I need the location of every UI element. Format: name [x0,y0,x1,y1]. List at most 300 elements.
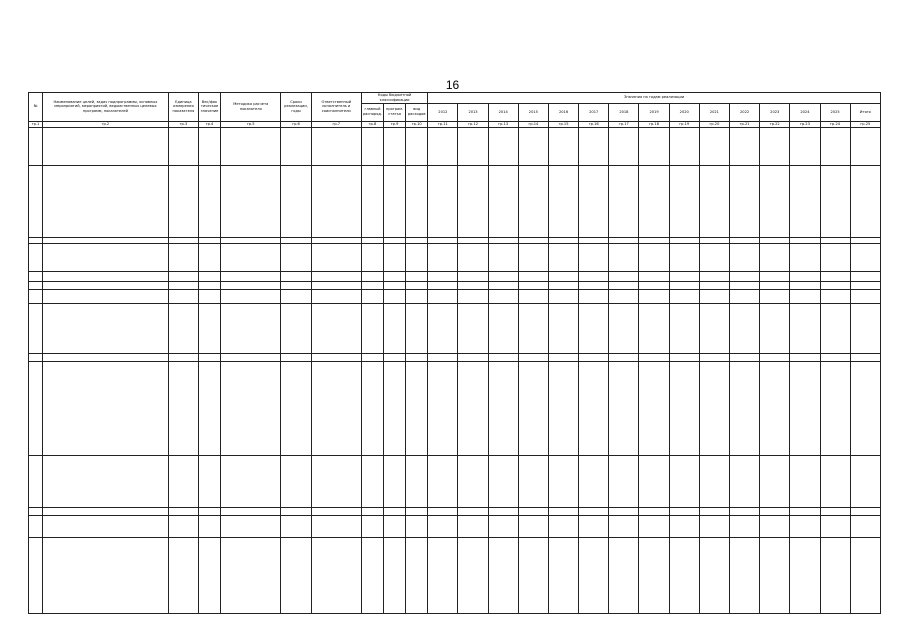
table-cell [361,361,383,455]
header-year: 2017 [579,103,609,121]
table-cell [168,127,198,165]
table-cell [428,507,458,515]
table-cell [790,243,820,271]
table-cell [669,165,699,237]
table-cell [699,455,729,507]
table-cell [406,165,428,237]
table-cell [548,303,578,353]
table-cell [198,353,220,361]
table-cell [609,127,639,165]
table-cell [609,165,639,237]
table-cell [29,271,43,281]
table-cell [168,515,198,537]
table-cell [760,243,790,271]
table-cell [639,281,669,289]
table-row [29,165,881,237]
table-cell [760,537,790,613]
table-cell [548,165,578,237]
table-cell [669,289,699,303]
table-cell [850,353,880,361]
table-cell [29,289,43,303]
table-cell [669,353,699,361]
page-number: 16 [445,78,460,92]
table-cell [43,243,169,271]
header-year: 2023 [760,103,790,121]
table-cell [458,537,488,613]
table-cell [384,361,406,455]
table-cell [29,127,43,165]
header-weight: Вес/фак тическое значение [198,93,220,122]
table-cell [699,165,729,237]
table-cell [458,165,488,237]
table-cell [850,515,880,537]
table-cell [579,127,609,165]
table-cell [820,537,850,613]
header-year: 2013 [458,103,488,121]
table-cell [548,537,578,613]
table-cell [384,303,406,353]
table-cell [669,127,699,165]
header-year: 2024 [790,103,820,121]
table-cell [43,165,169,237]
table-cell [29,515,43,537]
table-cell [384,455,406,507]
table-cell [29,361,43,455]
table-cell [639,303,669,353]
column-number-cell: гр.1 [29,121,43,127]
column-number-cell: гр.6 [281,121,311,127]
table-cell [518,537,548,613]
table-cell [168,537,198,613]
table-cell [428,455,458,507]
table-cell [311,127,361,165]
column-number-cell: гр.9 [384,121,406,127]
table-cell [311,455,361,507]
table-cell [29,507,43,515]
column-number-cell: гр.21 [730,121,760,127]
table-cell [699,271,729,281]
table-cell [29,537,43,613]
table-cell [458,271,488,281]
header-year: 2016 [548,103,578,121]
table-cell [548,515,578,537]
table-cell [384,353,406,361]
column-number-cell: гр.13 [488,121,518,127]
column-number-cell: гр.23 [790,121,820,127]
table-cell [699,281,729,289]
table-cell [639,271,669,281]
table-cell [669,515,699,537]
table-cell [361,289,383,303]
table-cell [428,243,458,271]
table-cell [699,515,729,537]
table-cell [820,361,850,455]
column-number-cell: гр.4 [198,121,220,127]
column-number-cell: гр.5 [221,121,281,127]
table-cell [221,507,281,515]
table-cell [639,361,669,455]
table-cell [311,303,361,353]
table-cell [820,507,850,515]
table-cell [428,361,458,455]
table-cell [609,271,639,281]
table-cell [850,165,880,237]
table-cell [820,281,850,289]
table-cell [281,281,311,289]
table-cell [311,165,361,237]
table-cell [221,289,281,303]
table-cell [406,127,428,165]
table-cell [609,455,639,507]
table-cell [384,243,406,271]
table-cell [361,165,383,237]
table-cell [168,165,198,237]
table-cell [518,361,548,455]
table-cell [43,303,169,353]
table-cell [384,127,406,165]
table-cell [198,303,220,353]
table-cell [428,353,458,361]
table-cell [406,281,428,289]
table-cell [406,361,428,455]
table-cell [518,165,548,237]
column-number-cell: гр.15 [548,121,578,127]
table-cell [221,271,281,281]
table-cell [548,361,578,455]
table-cell [221,537,281,613]
table-cell [43,515,169,537]
table-cell [281,515,311,537]
table-cell [281,507,311,515]
header-years-group: Значения по годам реализации [428,93,881,104]
table-cell [579,515,609,537]
table-cell [730,271,760,281]
header-year: 2020 [669,103,699,121]
table-cell [198,507,220,515]
table-cell [518,271,548,281]
table-cell [730,507,760,515]
table-cell [168,243,198,271]
table-cell [790,303,820,353]
table-cell [548,281,578,289]
table-cell [639,537,669,613]
column-number-cell: гр.24 [820,121,850,127]
table-cell [361,243,383,271]
table-cell [198,127,220,165]
table-cell [168,281,198,289]
table-cell [361,537,383,613]
table-cell [281,353,311,361]
table-cell [730,455,760,507]
table-cell [699,537,729,613]
column-number-cell: гр.10 [406,121,428,127]
table-cell [198,537,220,613]
table-cell [850,537,880,613]
table-cell [518,507,548,515]
table-cell [361,353,383,361]
table-cell [311,281,361,289]
table-cell [281,289,311,303]
table-cell [361,127,383,165]
table-cell [458,303,488,353]
table-cell [29,165,43,237]
table-cell [428,537,458,613]
table-cell [361,271,383,281]
table-cell [361,281,383,289]
table-cell [730,165,760,237]
column-number-cell: гр.18 [639,121,669,127]
table-cell [518,127,548,165]
table-cell [29,353,43,361]
table-cell [760,271,790,281]
table-cell [579,303,609,353]
table-cell [458,361,488,455]
table-cell [790,281,820,289]
table-cell [790,361,820,455]
table-cell [609,289,639,303]
table-row [29,243,881,271]
header-source-group: Коды бюджетной классификации [361,93,427,104]
table-cell [428,281,458,289]
table-cell [406,353,428,361]
table-cell [281,303,311,353]
table-cell [384,515,406,537]
table-cell [221,281,281,289]
column-number-cell: гр.16 [579,121,609,127]
table-cell [281,271,311,281]
table-cell [168,303,198,353]
table-cell [198,455,220,507]
table-cell [548,127,578,165]
header-year: 2014 [488,103,518,121]
table-cell [518,353,548,361]
table-row [29,289,881,303]
table-cell [281,165,311,237]
table-cell [669,507,699,515]
table-cell [168,353,198,361]
table-cell [790,353,820,361]
table-row [29,281,881,289]
header-executor: Ответственный исполнитель и соисполнители [311,93,361,122]
table-cell [198,281,220,289]
table-row [29,515,881,537]
table-cell [820,455,850,507]
table-cell [198,165,220,237]
table-cell [281,127,311,165]
header-year: 2025 [820,103,850,121]
table-cell [281,455,311,507]
column-number-cell: гр.25 [850,121,880,127]
table-cell [669,361,699,455]
header-year: 2021 [699,103,729,121]
table-cell [820,127,850,165]
table-cell [198,515,220,537]
table-row [29,271,881,281]
column-number-cell: гр.22 [760,121,790,127]
table-cell [311,289,361,303]
table-cell [730,361,760,455]
column-number-cell: гр.3 [168,121,198,127]
table-cell [488,515,518,537]
table-cell [458,289,488,303]
table-cell [820,303,850,353]
table-cell [518,289,548,303]
table-cell [384,281,406,289]
table-cell [609,281,639,289]
table-cell [730,127,760,165]
table-cell [790,515,820,537]
table-cell [221,243,281,271]
table-cell [406,271,428,281]
table-cell [730,289,760,303]
table-cell [168,455,198,507]
table-cell [669,537,699,613]
table-cell [488,127,518,165]
table-cell [579,165,609,237]
table-cell [820,243,850,271]
table-cell [790,455,820,507]
header-unit: Единица измерения показателя [168,93,198,122]
table-cell [639,127,669,165]
table-cell [518,303,548,353]
table-cell [281,361,311,455]
table-row [29,537,881,613]
table-cell [488,289,518,303]
table-cell [221,455,281,507]
table-cell [221,127,281,165]
table-cell [760,507,790,515]
table-cell [579,353,609,361]
table-cell [384,507,406,515]
table-cell [458,353,488,361]
table-cell [221,165,281,237]
table-cell [488,165,518,237]
table-cell [361,303,383,353]
table-cell [609,243,639,271]
table-cell [548,455,578,507]
table-cell [609,507,639,515]
table-cell [29,303,43,353]
table-cell [198,289,220,303]
table-cell [730,303,760,353]
table-cell [760,289,790,303]
table-cell [43,361,169,455]
table-cell [488,243,518,271]
table-cell [458,455,488,507]
table-cell [488,281,518,289]
column-number-cell: гр.19 [669,121,699,127]
table-cell [43,289,169,303]
table-cell [579,289,609,303]
table-cell [458,127,488,165]
table-cell [198,271,220,281]
table-row [29,303,881,353]
table-cell [458,281,488,289]
column-number-cell: гр.20 [699,121,729,127]
table-cell [730,537,760,613]
table-cell [488,271,518,281]
table-cell [548,271,578,281]
table-cell [548,507,578,515]
table-cell [458,507,488,515]
table-cell [406,515,428,537]
table-row [29,127,881,165]
table-cell [760,361,790,455]
table-cell [669,271,699,281]
table-cell [669,281,699,289]
table-cell [198,361,220,455]
table-cell [760,303,790,353]
table-cell [639,515,669,537]
header-source-col: главный распоряд. [361,103,383,121]
table-cell [406,303,428,353]
header-method: Методика расчета показателя [221,93,281,122]
table-cell [820,515,850,537]
table-cell [488,455,518,507]
column-number-cell: гр.14 [518,121,548,127]
table-cell [311,243,361,271]
table-cell [639,243,669,271]
column-number-cell: гр.11 [428,121,458,127]
table-cell [760,353,790,361]
table-cell [760,281,790,289]
table-cell [361,515,383,537]
table-cell [311,507,361,515]
table-cell [850,289,880,303]
table-cell [850,281,880,289]
table-cell [669,455,699,507]
table-cell [29,455,43,507]
table-cell [639,289,669,303]
table-cell [669,303,699,353]
table-cell [384,289,406,303]
table-cell [43,353,169,361]
table-cell [311,353,361,361]
header-name: Наименование целей, задач подпрограммы, основных мероприятий, мероприятий, ведомственных целевых программ, показателей [43,93,169,122]
table-cell [850,507,880,515]
table-cell [384,537,406,613]
table-cell [406,289,428,303]
column-number-cell: гр.8 [361,121,383,127]
table-cell [281,243,311,271]
table-cell [579,243,609,271]
table-cell [790,165,820,237]
table-cell [639,165,669,237]
header-period: Сроки реализации, годы [281,93,311,122]
table-cell [820,271,850,281]
table-row [29,455,881,507]
table-cell [850,243,880,271]
table-cell [361,455,383,507]
table-cell [311,361,361,455]
table-row [29,361,881,455]
table-cell [699,303,729,353]
table-cell [609,515,639,537]
table-cell [458,243,488,271]
table-cell [699,361,729,455]
table-cell [850,127,880,165]
table-cell [488,361,518,455]
table-cell [488,537,518,613]
table-cell [820,289,850,303]
table-cell [428,165,458,237]
table-cell [699,353,729,361]
table-cell [850,271,880,281]
table-cell [760,455,790,507]
table-row [29,353,881,361]
table-cell [820,165,850,237]
table-cell [579,361,609,455]
